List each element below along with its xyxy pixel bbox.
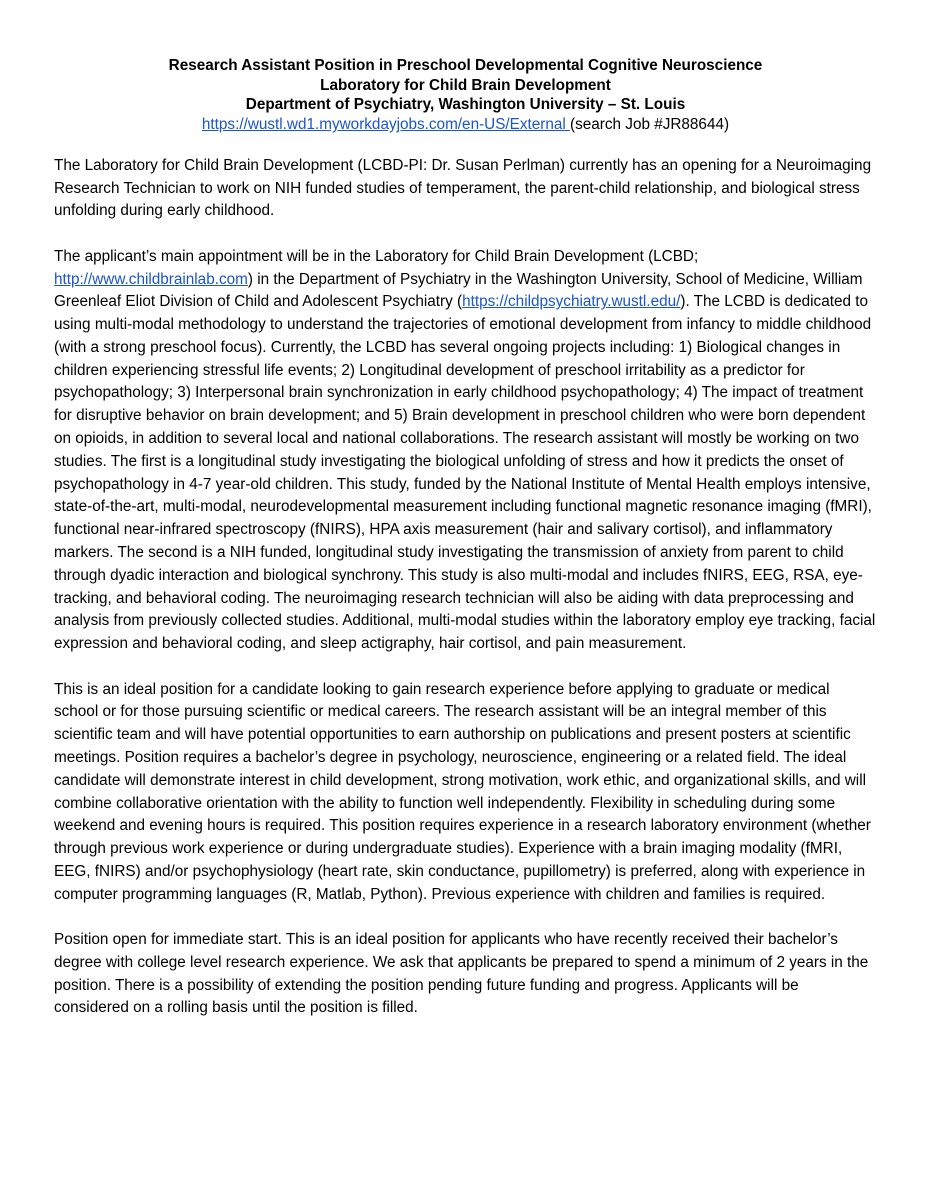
paragraph-requirements: This is an ideal position for a candidate looking to gain research experience before applying to graduate or medical school or for those pursuing scientific or medical careers. The research assistant will be an integral member of this scientific team and will have potential opportunities to earn authorship on publications and present posters at scientific meetings. Position requires a bachelor’s degree in psychology, neuroscience, engineering or a related field. The ideal candidate will demonstrate interest in child development, strong motivation, work ethic, and organizational skills, and will combine collaborative orientation with the ability to function well independently. Flexibility in scheduling during some weekend and evening hours is required. This position requires experience in a research laboratory environment (whether through previous work experience or during undergraduate studies). Experience with a brain imaging modality (fMRI, EEG, fNIRS) and/or psychophysiology (heart rate, skin conductance, pupillometry) is preferred, along with experience in computer programming languages (R, Matlab, Python). Previous experience with children and families is required. — [54, 680, 871, 903]
appointment-text-a: The applicant’s main appointment will be in the Laboratory for Child Brain Development (LCBD; — [54, 247, 699, 265]
job-posting-link[interactable]: https://wustl.wd1.myworkdayjobs.com/en-US/External — [201, 116, 571, 134]
appointment-text-c: ). The LCBD is dedicated to using multi-modal methodology to understand the trajectories of emotional development from infancy to middle childhood (with a strong preschool focus). Currently, the LCBD has several ongoing projects including: 1) Biological changes in children experiencing stressful life events; 2) Longitudinal development of preschool irritability as a predictor for psychopathology; 3) Interpersonal brain synchronization in early childhood psychopathology; 4) The impact of treatment for disruptive behavior on brain development; and 5) Brain development in preschool children who were born dependent on opioids, in addition to several local and national collaborations. The research assistant will mostly be working on two studies. The first is a longitudinal study investigating the biological unfolding of stress and how it predicts the onset of psychopathology in 4-7 year-old children. This study, funded by the National Institute of Mental Health employs intensive, state-of-the-art, multi-modal, neurodevelopmental measurement including functional magnetic resonance imaging (fMRI), functional near-infrared spectroscopy (fNIRS), HPA axis measurement (hair and salivary cortisol), and inflammatory markers. The second is a NIH funded, longitudinal study investigating the transmission of anxiety from parent to child through dyadic interaction and biological synchrony. This study is also multi-modal and includes fNIRS, EEG, RSA, eye-tracking, and behavioral coding. The neuroimaging research technician will also be aiding with data preprocessing and analysis from previously collected studies. Additional, multi-modal studies within the laboratory employ eye tracking, facial expression and behavioral coding, and sleep actigraphy, hair cortisol, and pain measurement. — [54, 293, 876, 653]
job-link-line — [54, 115, 877, 135]
paragraph-appointment — [54, 246, 877, 656]
paragraph-start: Position open for immediate start. This is an ideal position for applicants who have recently received their bachelor’s degree with college level research experience. We ask that applicants be prepared to spend a minimum of 2 years in the position. There is a possibility of extending the position pending future funding and progress. Applicants will be considered on a rolling basis until the position is filled. — [54, 931, 869, 1017]
job-number-note: (search Job #JR88644) — [570, 116, 730, 134]
lab-website-link[interactable]: http://www.childbrainlab.com — [54, 270, 248, 288]
position-title: Research Assistant Position in Preschool Developmental Cognitive Neuroscience — [168, 57, 763, 74]
appointment-text-b: ) in the Department of Psychiatry in the Washington University, School of Medicine, William Greenleaf Eliot Division of Child and Adolescent Psychiatry ( — [54, 270, 863, 311]
document-header — [54, 56, 877, 135]
lab-name: Laboratory for Child Brain Development — [320, 76, 611, 94]
department-name: Department of Psychiatry, Washington University – St. Louis — [245, 96, 686, 114]
paragraph-intro: The Laboratory for Child Brain Development (LCBD-PI: Dr. Susan Perlman) currently has an opening for a Neuroimaging Research Technician to work on NIH funded studies of temperament, the parent-child relationship, and biological stress unfolding during early childhood. — [54, 156, 872, 220]
division-website-link[interactable]: https://childpsychiatry.wustl.edu/ — [462, 293, 681, 311]
